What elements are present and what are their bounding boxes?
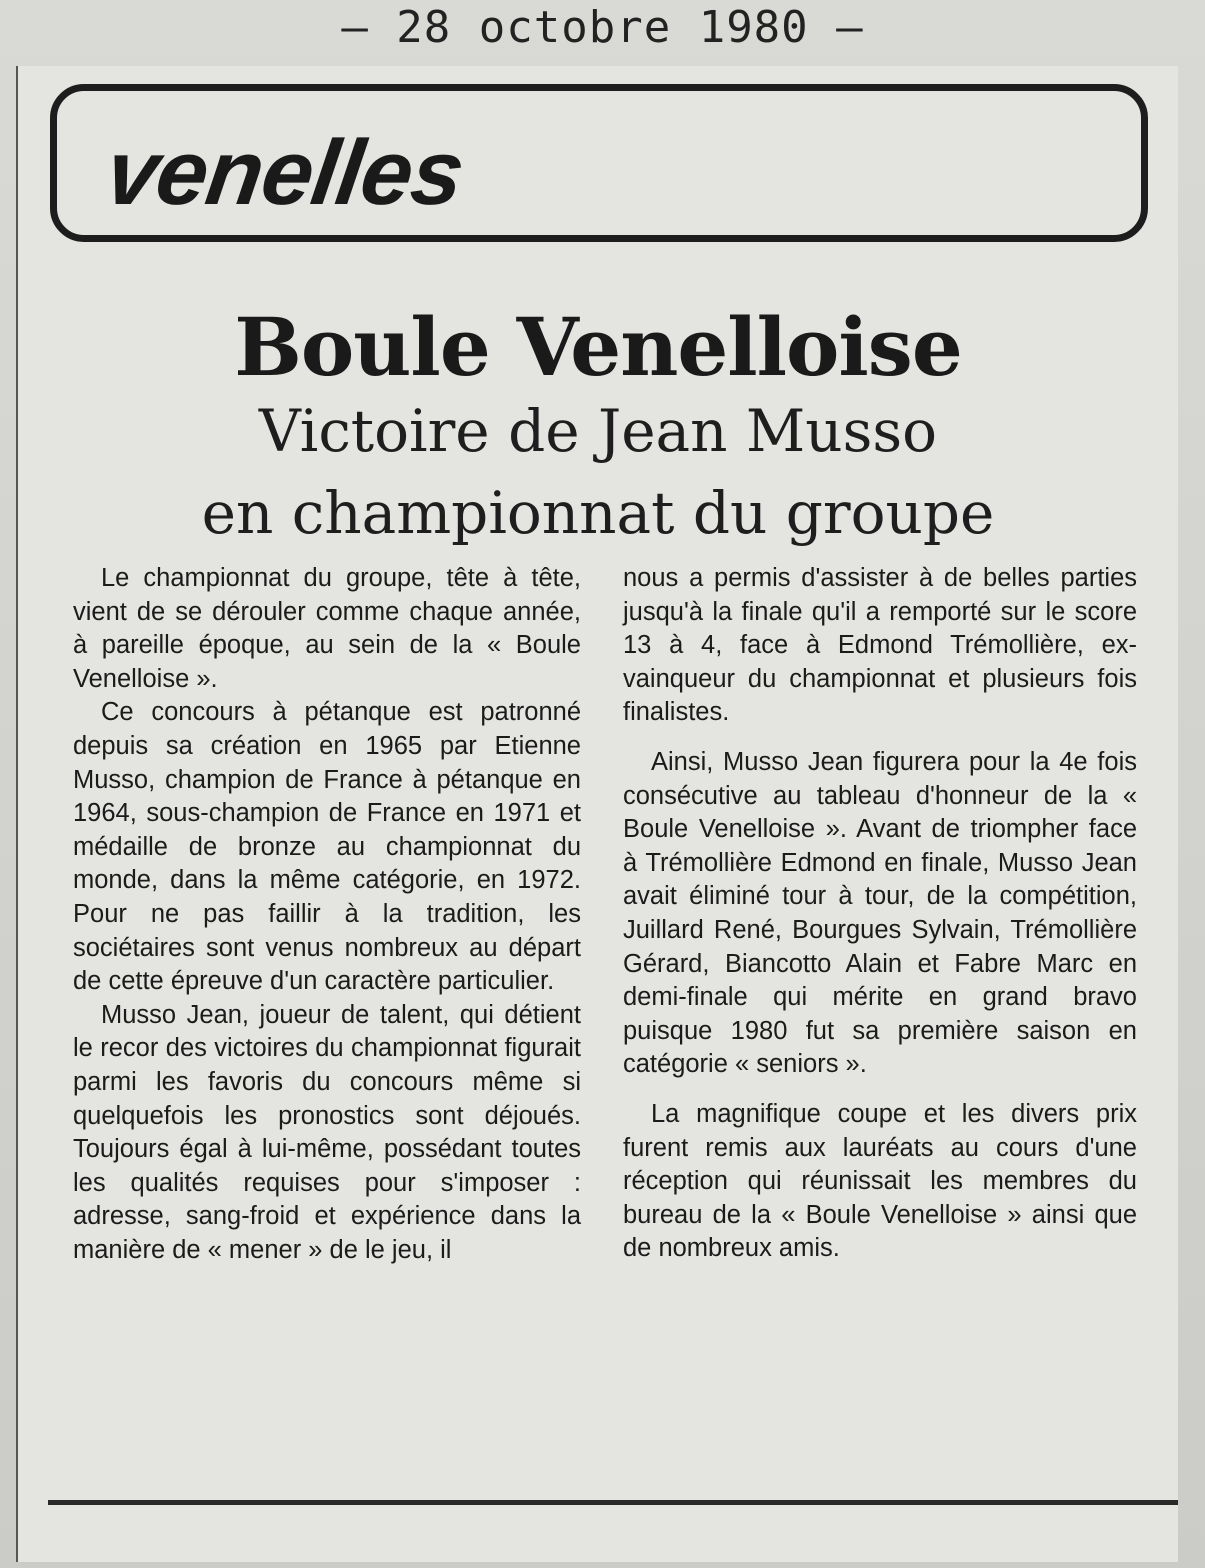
rubric-frame [50, 84, 1148, 242]
paragraph: Ce concours à pétanque est patronné depuis sa création en 1965 par Etienne Musso, champion de France à pétanque en 1964, sous-champion de France en 1971 et médaille de bronze au championnat du monde, dans la même catégorie, en 1972. Pour ne pas faillir à la tradition, les sociétaires sont venus nombreux au départ de cette épreuve d'un caractère particulier. [73, 698, 581, 996]
article-column-1 [73, 562, 581, 1267]
article-column-2 [623, 562, 1137, 1266]
paragraph: Musso Jean, joueur de talent, qui détient le recor des victoires du championnat figurait parmi les favoris du concours même si quelquefois les pronostics sont déjoués. Toujours égal à lui-même, possédant toutes les qualités requises pour s'imposer : adresse, sang-froid et expérience dans la manière de « mener » de le jeu, il [73, 1000, 581, 1264]
subheadline-line-1: Victoire de Jean Musso [258, 397, 938, 465]
paragraph: nous a permis d'assister à de belles parties jusqu'à la finale qu'il a remporté sur le score 13 à 4, face à Edmond Trémollière, ex-vainqueur du championnat et plusieurs fois finalistes. [623, 564, 1137, 727]
subheadline-line-2: en championnat du groupe [201, 479, 995, 547]
paragraph: La magnifique coupe et les divers prix furent remis aux lauréats au cours d'une réception qui réunissait les membres du bureau de la « Boule Venelloise » ainsi que de nombreux amis. [623, 1099, 1137, 1263]
clipping-date: – 28 octobre 1980 – [341, 2, 864, 53]
newspaper-clipping [16, 66, 1178, 1562]
headline: Boule Venelloise [234, 300, 962, 394]
paragraph: Le championnat du groupe, tête à tête, vient de se dérouler comme chaque année, à pareille époque, au sein de la « Boule Venelloise ». [73, 564, 581, 693]
bottom-rule [48, 1500, 1178, 1505]
rubric-title: venelles [99, 122, 470, 224]
paragraph: Ainsi, Musso Jean figurera pour la 4e fois consécutive au tableau d'honneur de la « Boule Venelloise ». Avant de triompher face à Trémollière Edmond en finale, Musso Jean avait éliminé tour à tour, de la compétition, Juillard René, Bourgues Sylvain, Trémollière Gérard, Biancotto Alain et Fabre Marc en demi-finale qui mérite en grand bravo puisque 1980 fut sa première saison en catégorie « seniors ». [623, 747, 1137, 1079]
